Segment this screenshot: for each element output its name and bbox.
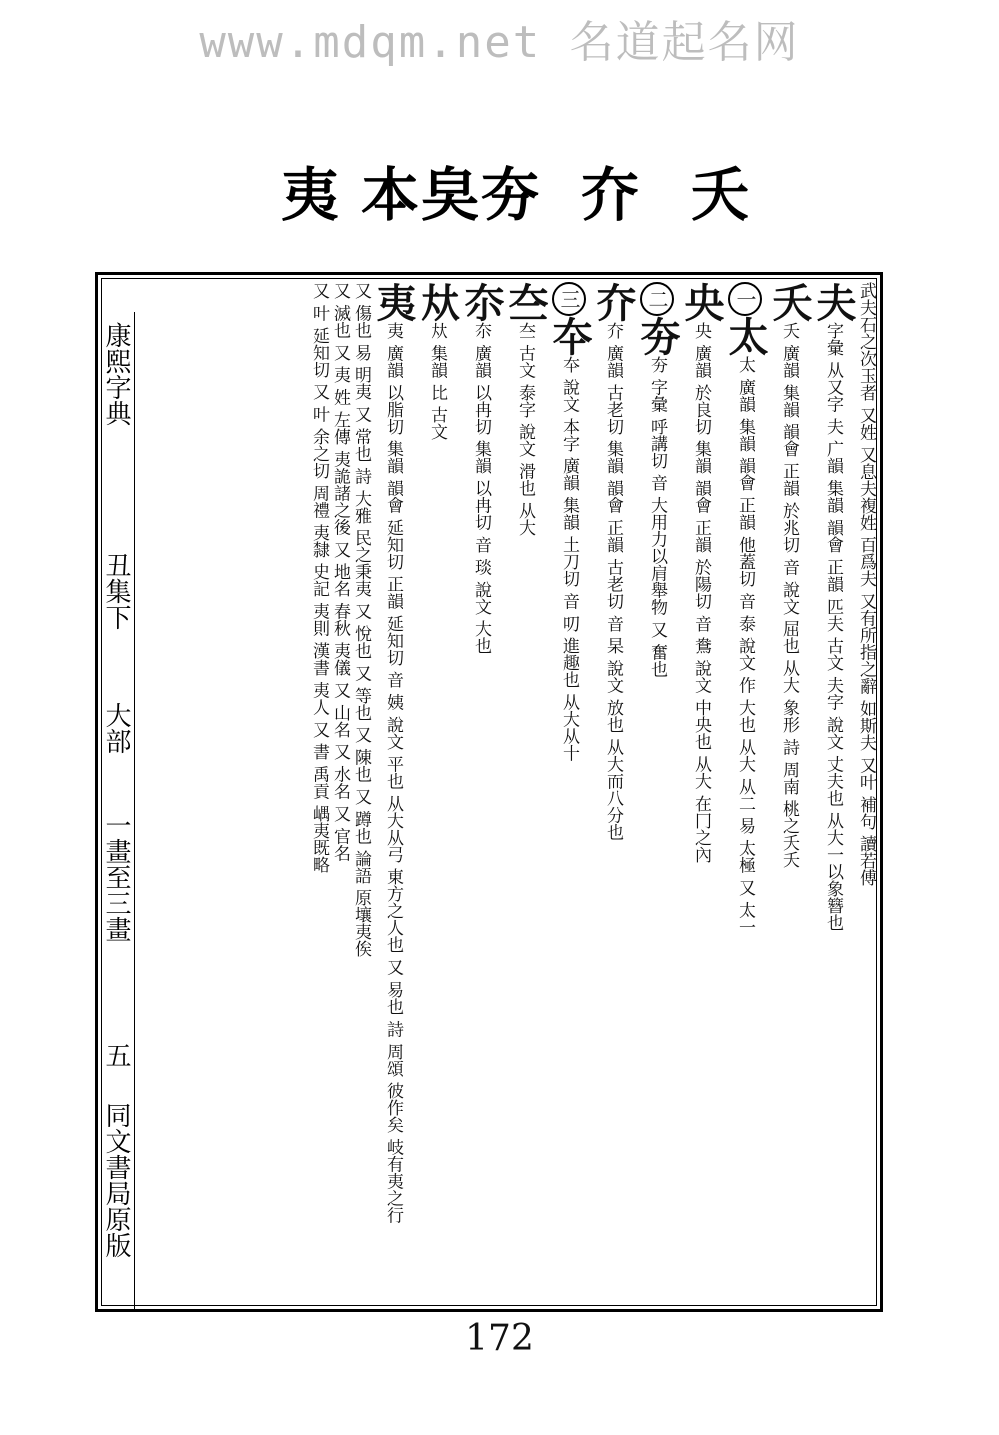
entry-text: 武夫石之次玉者 又姓 又息夫複姓 百爲夫 又有所指之辭 如斯夫 又叶 補句 讀若傅	[856, 282, 876, 887]
entry-text: 三夲夲 說文 本字 廣韻 集韻 土刀切 音 叨 進趣也 从大从十	[547, 282, 591, 1304]
entry-text: 一太太 廣韻 集韻 韻會 正韻 他蓋切 音 泰 說文 作 大也 从大 从二 易 太極 又 太一	[723, 282, 767, 1304]
entry-text: 夳夳 古文 泰字 說文 滑也 从大	[502, 282, 549, 537]
seal-form-5: 夰	[580, 161, 639, 229]
entry-text: 央央 廣韻 於良切 集韻 韻會 正韻 於陽切 音 鴦 說文 中央也 从大 在冂之內	[678, 282, 725, 863]
stroke-section-label: 一畫至三畫	[101, 812, 131, 942]
seal-script-row	[270, 140, 770, 250]
entry-text: 夰夰 廣韻 古老切 集韻 韻會 正韻 古老切 音 杲 說文 放也 从大而八分也	[590, 282, 637, 841]
entry-text: 夫字彙 从又字 夫 广韻 集韻 韻會 正韻 匹夫 古文 夫字 說文 丈夫也 从大一以象簪也	[810, 282, 857, 931]
headword: 夳	[502, 282, 549, 322]
page-number: 172	[465, 1318, 534, 1359]
headword: 夶	[414, 282, 461, 322]
publisher-label: 同文書局原版	[101, 1102, 131, 1258]
side-margin-column	[95, 312, 135, 1312]
seal-form-4: 夯	[480, 161, 539, 229]
entry-text: 夭夭 廣韻 集韻 韻會 正韻 於兆切 音 說文 屈也 从大 象形 詩 周南 桃之夭夭	[766, 282, 813, 869]
stroke-count-marker: 三	[552, 282, 586, 316]
entry-text: 夵夵 廣韻 以冉切 集韻 以冉切 音 琰 說文 大也	[458, 282, 505, 655]
headword: 太	[722, 316, 769, 356]
seal-form-1: 夷	[280, 161, 339, 229]
entry-text: 又 叶 延知切 又 叶 余之切 周禮 夷隸 史記 夷則 漢書 夷人 又 書 禹貢 嵎夷既略	[309, 282, 329, 874]
seal-form-3: 㚖	[420, 161, 479, 229]
entry-text: 夷夷 廣韻 以脂切 集韻 韻會 延知切 正韻 延知切 音 姨 說文 平也 从大从弓 東方之人也 又 易也 詩 周頌 彼作矣 岐有夷之行	[370, 282, 417, 1224]
collection-label: 丑集下	[101, 552, 131, 630]
headword: 夭	[766, 282, 813, 322]
stroke-count-marker: 二	[640, 282, 674, 316]
watermark-text: www.mdqm.net 名道起名网	[199, 17, 800, 68]
headword: 夫	[810, 282, 857, 322]
headword: 夲	[546, 316, 593, 356]
headword: 夵	[458, 282, 505, 322]
headword: 央	[678, 282, 725, 322]
headword: 夷	[370, 282, 417, 322]
entry-text: 又 滅也 又 夷 姓 左傳 夷詭諸之後 又 地名 春秋 夷儀 又 山名 又 水名 又 官名	[330, 282, 350, 862]
book-title: 康熙字典	[101, 322, 131, 426]
headword: 夰	[590, 282, 637, 322]
entry-text: 二夯夯 字彙 呼講切 音 大用力以肩舉物 又 奮也	[635, 282, 679, 1304]
entry-text: 又 傷也 易 明夷 又 常也 詩 大雅 民之秉夷 又 悅也 又 等也 又 陳也 又 蹲也 論語 原壤夷俟	[351, 282, 371, 958]
leaf-number: 五	[101, 1042, 131, 1068]
headword: 夯	[634, 316, 681, 356]
radical-section-label: 大部	[101, 702, 131, 754]
stroke-count-marker: 一	[728, 282, 762, 316]
dictionary-body	[138, 282, 876, 1304]
seal-form-6: 夭	[690, 161, 749, 229]
seal-form-2: 本	[360, 161, 419, 229]
entry-text: 夶夶 集韻 比 古文	[414, 282, 461, 441]
